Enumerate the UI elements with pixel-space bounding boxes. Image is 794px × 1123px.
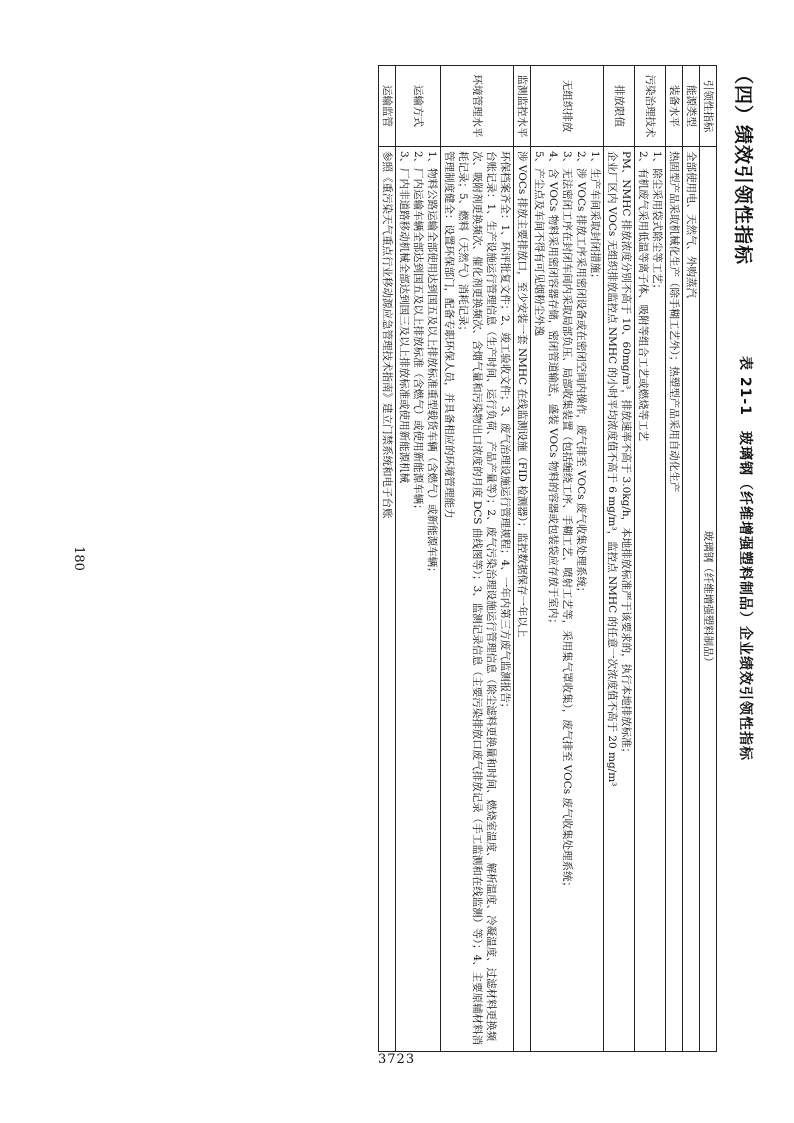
content-line: 2、厂内运输车辆全部达到国五及以上排放标准（含燃气）或使用新能源车辆； [412, 151, 424, 515]
table-row [683, 66, 700, 1052]
row-content [635, 147, 666, 1052]
content-line: 涉 VOCs 排放主要排放口，至少安装一套 NMHC 在线监测设施（FID 检测器）；监控数据保存一年以上 [516, 151, 528, 638]
header-indicator: 引领性指标 [700, 66, 717, 147]
row-indicator: 装备水平 [666, 66, 683, 147]
page-number-bottom: 180 [71, 546, 86, 571]
row-indicator: 能源类型 [683, 66, 700, 147]
row-content [441, 147, 514, 1052]
row-indicator: 运输方式 [396, 66, 441, 147]
content-line: 企业厂区内 VOCs 无组织排放监控点 NMHC 的小时平均浓度值不高于 6 mg/m³，监控点 NMHC 的任意一次浓度值不高于 20 mg/m³ [606, 151, 618, 787]
content-line: PM、NMHC 排放浓度分别不高于 10、60mg/m³，排放速率不高于 3.0kg/h，本地排放标准严于该要求的，执行本地排放标准； [620, 151, 632, 759]
row-content [396, 147, 441, 1052]
row-content [531, 147, 604, 1052]
row-content [514, 147, 531, 1052]
row-content [666, 147, 683, 1052]
section-heading: （四）绩效引领性指标 [732, 65, 754, 266]
content-line: 2、有机废气采用低温等离子体、吸附等组合工艺或燃烧等工艺 [637, 151, 649, 442]
content-line: 5、产尘点及车间不得有可见烟粉尘外逸 [533, 151, 545, 337]
content-line: 全部使用电、天然气、外购蒸汽 [685, 151, 697, 298]
table-row [441, 66, 514, 1052]
table-caption: 表 21-1 玻璃钢（纤维增强塑料制品）企业绩效引领性指标 [737, 356, 753, 761]
rotated-page-content [66, 65, 758, 1052]
header-category: 玻璃钢（纤维增强塑料制品） [700, 147, 717, 1052]
row-indicator: 无组织排放 [531, 66, 604, 147]
table-row [514, 66, 531, 1052]
table-row [604, 66, 635, 1052]
content-line: 管理制度健全：设置环保部门，配备专职环保人员，并具备相应的环境管理能力 [443, 151, 455, 519]
page-number-top: 3723 [378, 1052, 416, 1067]
content-line: 3、厂内非道路移动机械全部达到国三及以上排放标准或使用新能源机械 [398, 151, 410, 484]
table-row [531, 66, 604, 1052]
row-indicator: 环境管理水平 [441, 66, 514, 147]
row-content [379, 147, 396, 1052]
row-indicator: 运输监管 [379, 66, 396, 147]
table-row [396, 66, 441, 1052]
row-content [683, 147, 700, 1052]
content-line: 4、含 VOCs 物料采用密闭容器存储，密闭管道输送，盛装 VOCs 物料的容器或包装袋应存放于室内； [547, 151, 559, 629]
content-line: 参照《重污染天气重点行业移动源应急管理技术指南》建立门禁系统和电子台账 [381, 151, 393, 519]
content-line: 2、涉 VOCs 排放工序采用密闭设备或在密闭空间内操作，废气排至 VOCs 废气收集处理系统； [575, 151, 587, 598]
content-line: 1、生产车间采取封闭措施； [589, 151, 601, 284]
row-content [604, 147, 635, 1052]
content-line: 热固型产品采取机械化生产（除手糊工艺外）；热塑型产品采用自动化生产 [668, 151, 680, 493]
indicator-table [378, 65, 717, 1052]
table-row [635, 66, 666, 1052]
row-indicator: 排放限值 [604, 66, 635, 147]
row-indicator: 污染治理技术 [635, 66, 666, 147]
row-indicator: 监测监控水平 [514, 66, 531, 147]
table-row [379, 66, 396, 1052]
table-row [666, 66, 683, 1052]
content-line: 1、除尘采用袋式除尘等工艺； [651, 151, 663, 295]
table-header-row [700, 66, 717, 1052]
content-line: 环保档案齐全：1、环评批复文件；2、竣工验收文件；3、废气治理设施运行管理规程；4、一年内第三方废气监测报告； [499, 151, 511, 714]
content-line: 1、物料公路运输全部使用达到国五及以上排放标准重型载货车辆（含燃气）或新能源车辆； [426, 151, 438, 578]
content-line: 台账记录：1、生产设施运行管理信息（生产时间、运行负荷、产品产量等）；2、废气污染治理设施运行管理信息（除尘滤料更换量和时间、燃烧室温度、解析温度、冷凝温度、过滤材料更换频次、吸附剂更换频次、催化剂更换频次、含烟气量和污染物出口浓度的月度 DCS 曲线图等）；3、监测记录信息（主要污染排放口废气排放记录（手工监测和在线监测）等）；4、主要原辅材料消耗记录；5、燃料（天然气）消耗记录； [457, 151, 497, 1046]
content-line: 3、无法密闭工序在封闭车间内采取局部负压、局部收集装置（包括缠绕工序、手糊工艺、喷射工艺等，采用集气罩收集），废气排至 VOCs 废气收集处理系统； [561, 151, 573, 893]
